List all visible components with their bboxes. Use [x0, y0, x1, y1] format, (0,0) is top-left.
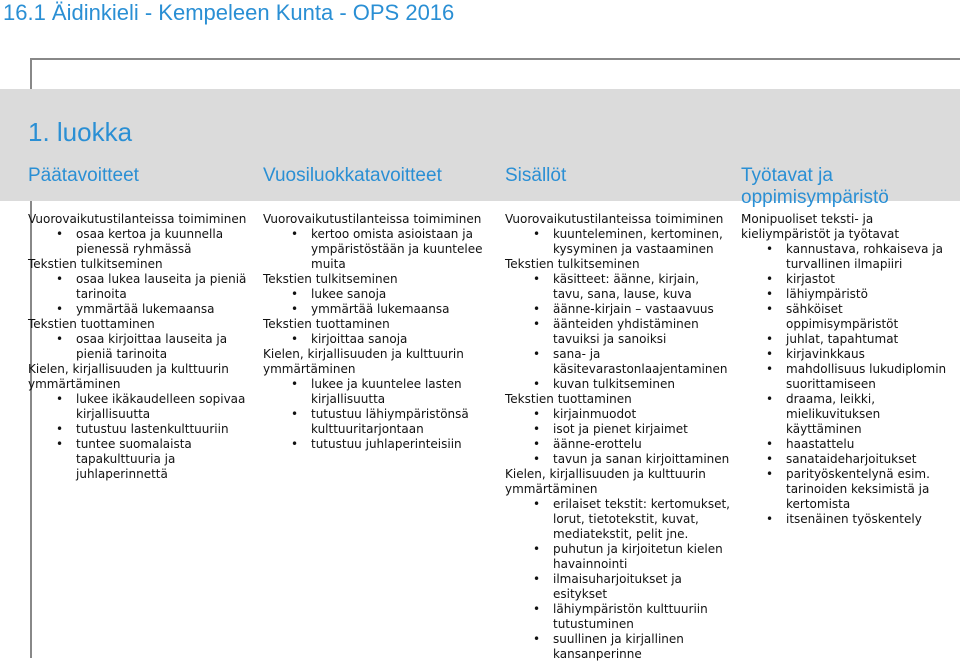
list-item: • kirjavinkkaus	[741, 347, 955, 362]
list-item: • ymmärtää lukemaansa	[28, 302, 250, 317]
column-vuosiluokkatavoitteet	[263, 212, 485, 452]
header-sisallot: Sisällöt	[505, 165, 567, 186]
list-item: • lukee sanoja	[263, 287, 485, 302]
list-item: • kuvan tulkitseminen	[505, 377, 730, 392]
list-item: • isot ja pienet kirjaimet	[505, 422, 730, 437]
list-item: • haastattelu	[741, 437, 955, 452]
list-item: • juhlat, tapahtumat	[741, 332, 955, 347]
section-heading: Kielen, kirjallisuuden ja kulttuurin ymmärtäminen	[263, 347, 464, 376]
list-item: • sanataideharjoitukset	[741, 452, 955, 467]
list-item: • erilaiset tekstit: kertomukset, lorut, tietotekstit, kuvat, mediatekstit, pelit jne.	[505, 497, 730, 542]
section-heading: Monipuoliset teksti- ja kieliympäristöt ja työtavat	[741, 212, 900, 241]
column-tyotavat	[741, 212, 955, 527]
list-item: • kuunteleminen, kertominen, kysyminen ja vastaaminen	[505, 227, 730, 257]
header-vuosiluokkatavoitteet: Vuosiluokkatavoitteet	[263, 165, 442, 186]
section-heading: Tekstien tulkitseminen	[28, 257, 163, 271]
section-heading: Tekstien tuottaminen	[263, 317, 390, 331]
list-item: • sähköiset oppimisympäristöt	[741, 302, 955, 332]
list-item: • lähiympäristö	[741, 287, 955, 302]
list-item: • tuntee suomalaista tapakulttuuria ja juhlaperinnettä	[28, 437, 250, 482]
header-paatavoitteet: Päätavoitteet	[28, 165, 139, 186]
list-item: • osaa lukea lauseita ja pieniä tarinoita	[28, 272, 250, 302]
list-item: • osaa kertoa ja kuunnella pienessä ryhmässä	[28, 227, 250, 257]
list-item: • käsitteet: äänne, kirjain, tavu, sana, lause, kuva	[505, 272, 730, 302]
list-item: • puhutun ja kirjoitetun kielen havainnointi	[505, 542, 730, 572]
section-heading: Vuorovaikutustilanteissa toimiminen	[505, 212, 724, 226]
grade-heading: 1. luokka	[28, 117, 133, 147]
section-heading: Vuorovaikutustilanteissa toimiminen	[263, 212, 482, 226]
list-item: • sana- ja käsitevarastonlaajentaminen	[505, 347, 730, 377]
list-item: • lähiympäristön kulttuuriin tutustuminen	[505, 602, 730, 632]
list-item: • kannustava, rohkaiseva ja turvallinen ilmapiiri	[741, 242, 955, 272]
list-item: • ilmaisuharjoitukset ja esitykset	[505, 572, 730, 602]
list-item: • tutustuu lastenkulttuuriin	[28, 422, 250, 437]
list-item: • suullinen ja kirjallinen kansanperinne	[505, 632, 730, 662]
section-heading: Tekstien tuottaminen	[28, 317, 155, 331]
list-item: • parityöskentelynä esim. tarinoiden keksimistä ja kertomista	[741, 467, 955, 512]
list-item: • osaa kirjoittaa lauseita ja pieniä tarinoita	[28, 332, 250, 362]
list-item: • mahdollisuus lukudiplomin suorittamiseen	[741, 362, 955, 392]
list-item: • äänne-kirjain – vastaavuus	[505, 302, 730, 317]
list-item: • kirjoittaa sanoja	[263, 332, 485, 347]
column-sisallot	[505, 212, 730, 662]
list-item: • äänne-erottelu	[505, 437, 730, 452]
list-item: • itsenäinen työskentely	[741, 512, 955, 527]
list-item: • kirjainmuodot	[505, 407, 730, 422]
list-item: • ymmärtää lukemaansa	[263, 302, 485, 317]
page-title: 16.1 Äidinkieli - Kempeleen Kunta - OPS 2016	[3, 0, 455, 25]
list-item: • tutustuu lähiympäristönsä kulttuuritarjontaan	[263, 407, 485, 437]
section-heading: Vuorovaikutustilanteissa toimiminen	[28, 212, 247, 226]
list-item: • tavun ja sanan kirjoittaminen	[505, 452, 730, 467]
section-heading: Kielen, kirjallisuuden ja kulttuurin ymmärtäminen	[505, 467, 706, 496]
list-item: • tutustuu juhlaperinteisiin	[263, 437, 485, 452]
list-item: • lukee ja kuuntelee lasten kirjallisuutta	[263, 377, 485, 407]
list-item: • kertoo omista asioistaan ja ympäristöstään ja kuuntelee muita	[263, 227, 485, 272]
list-item: • lukee ikäkaudelleen sopivaa kirjallisuutta	[28, 392, 250, 422]
list-item: • kirjastot	[741, 272, 955, 287]
section-heading: Tekstien tuottaminen	[505, 392, 632, 406]
column-paatavoitteet	[28, 212, 250, 482]
section-heading: Tekstien tulkitseminen	[263, 272, 398, 286]
section-heading: Kielen, kirjallisuuden ja kulttuurin ymmärtäminen	[28, 362, 229, 391]
list-item: • draama, leikki, mielikuvituksen käyttäminen	[741, 392, 955, 437]
header-tyotavat: Työtavat ja oppimisympäristö	[741, 165, 889, 208]
section-heading: Tekstien tulkitseminen	[505, 257, 640, 271]
list-item: • äänteiden yhdistäminen tavuiksi ja sanoiksi	[505, 317, 730, 347]
